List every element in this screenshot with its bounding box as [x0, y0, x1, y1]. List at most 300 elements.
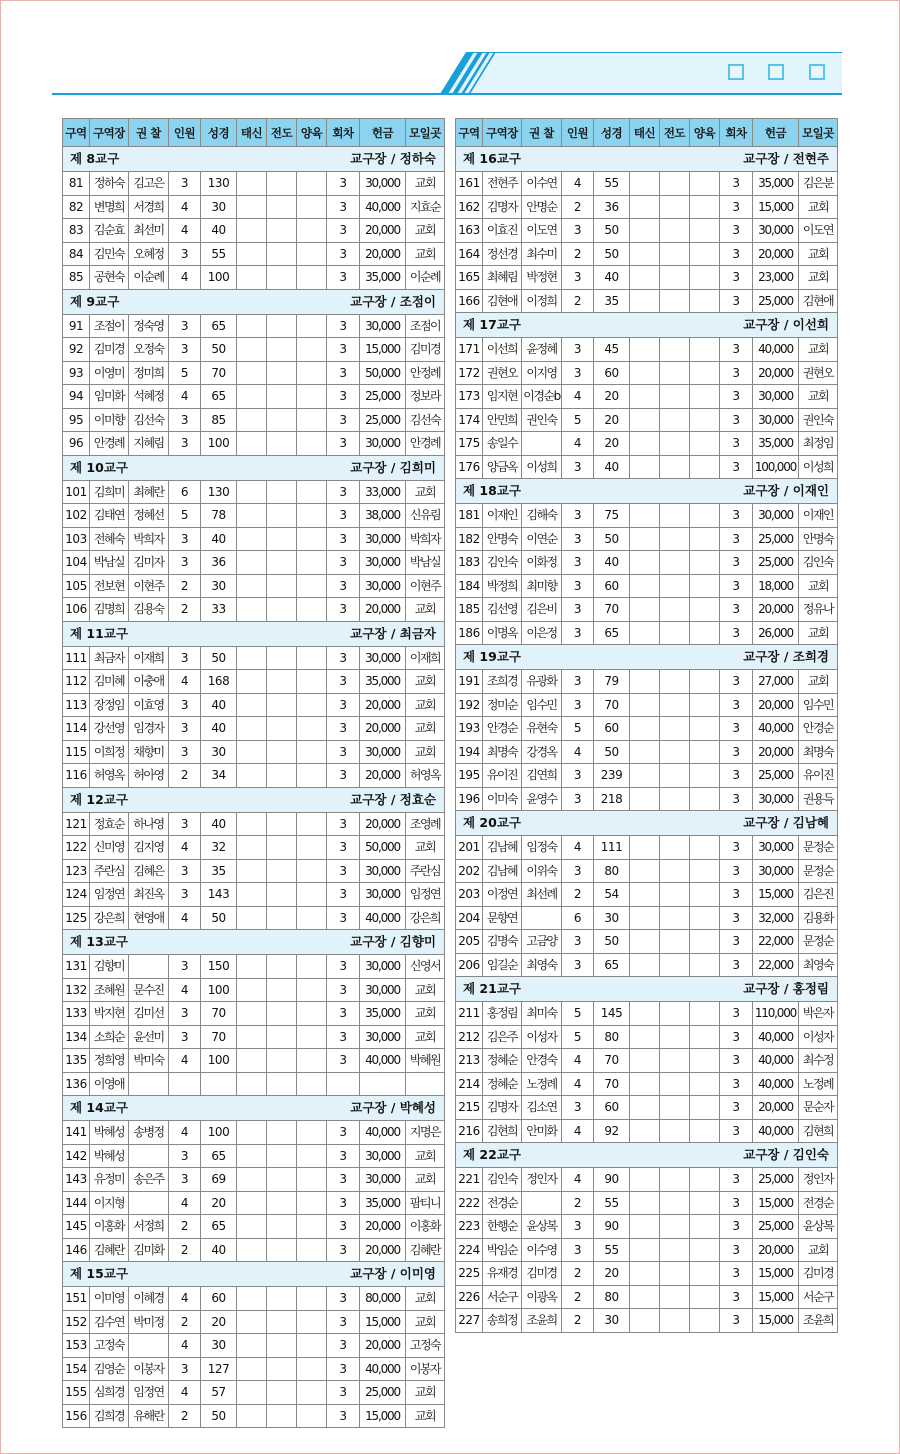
- evangelism: [660, 408, 690, 432]
- taesin: [630, 289, 660, 313]
- nurture: [297, 1238, 327, 1262]
- evangelism: [267, 670, 297, 694]
- session-count: 3: [720, 1049, 753, 1073]
- member-count: 4: [562, 1072, 594, 1096]
- evangelism: [660, 740, 690, 764]
- meeting-place: 강은희: [406, 906, 445, 930]
- kwonchal: 김미경: [522, 1262, 562, 1286]
- bible-reading: 60: [594, 717, 630, 741]
- table-row: [63, 646, 445, 670]
- kwonchal: [522, 432, 562, 456]
- bible-reading: 40: [201, 693, 237, 717]
- table-row: [63, 551, 445, 575]
- session-count: 3: [327, 955, 360, 979]
- taesin: [630, 906, 660, 930]
- meeting-place: 교회: [406, 693, 445, 717]
- nurture: [297, 836, 327, 860]
- group-header-row: [63, 621, 445, 646]
- taesin: [237, 859, 267, 883]
- zone-leader: 최혜림: [483, 266, 522, 290]
- zone-number: 227: [456, 1309, 483, 1333]
- zone-leader: 정하숙: [90, 172, 129, 196]
- taesin: [630, 385, 660, 409]
- zone-number: 203: [456, 883, 483, 907]
- member-count: 2: [169, 1404, 201, 1428]
- group-name: 제 12교구: [63, 787, 267, 812]
- member-count: 4: [169, 1334, 201, 1358]
- member-count: 4: [169, 906, 201, 930]
- bible-reading: 50: [201, 646, 237, 670]
- session-count: 3: [720, 1191, 753, 1215]
- group-name: 제 14교구: [63, 1096, 267, 1121]
- taesin: [237, 338, 267, 362]
- offering: 35,000: [360, 670, 406, 694]
- bible-reading: 78: [201, 504, 237, 528]
- zone-number: 215: [456, 1096, 483, 1120]
- table-row: [63, 314, 445, 338]
- header-member-count: 인원: [169, 119, 201, 147]
- bible-reading: 70: [594, 1072, 630, 1096]
- nurture: [690, 1168, 720, 1192]
- bible-reading: 65: [201, 1144, 237, 1168]
- taesin: [630, 1072, 660, 1096]
- taesin: [630, 1119, 660, 1143]
- offering: 22,000: [753, 953, 799, 977]
- bible-reading: 65: [594, 621, 630, 645]
- table-row: [63, 764, 445, 788]
- taesin: [630, 455, 660, 479]
- header-bible-reading: 성경: [594, 119, 630, 147]
- member-count: 3: [169, 1357, 201, 1381]
- meeting-place: 이현주: [406, 574, 445, 598]
- member-count: 2: [169, 1238, 201, 1262]
- offering: 110,000: [753, 1002, 799, 1026]
- bible-reading: [201, 1072, 237, 1096]
- header-taesin: 태신: [630, 119, 660, 147]
- member-count: 3: [562, 574, 594, 598]
- session-count: 3: [327, 1310, 360, 1334]
- meeting-place: 교회: [406, 1168, 445, 1192]
- nurture: [297, 906, 327, 930]
- zone-leader: 김현애: [483, 289, 522, 313]
- table-row: [456, 1238, 838, 1262]
- offering: 30,000: [753, 787, 799, 811]
- member-count: 3: [562, 670, 594, 694]
- session-count: 3: [327, 859, 360, 883]
- offering: 20,000: [753, 242, 799, 266]
- kwonchal: 이지영: [522, 361, 562, 385]
- evangelism: [267, 764, 297, 788]
- zone-number: 175: [456, 432, 483, 456]
- zone-number: 226: [456, 1285, 483, 1309]
- table-row: [456, 906, 838, 930]
- taesin: [630, 953, 660, 977]
- member-count: 4: [169, 266, 201, 290]
- zone-number: 91: [63, 314, 90, 338]
- nurture: [297, 242, 327, 266]
- taesin: [630, 574, 660, 598]
- meeting-place: 김은분: [799, 172, 838, 196]
- taesin: [630, 1238, 660, 1262]
- member-count: 6: [169, 480, 201, 504]
- offering: 26,000: [753, 621, 799, 645]
- session-count: 3: [327, 172, 360, 196]
- evangelism: [267, 219, 297, 243]
- member-count: 2: [169, 574, 201, 598]
- zone-number: 171: [456, 338, 483, 362]
- nurture: [690, 787, 720, 811]
- bible-reading: 40: [201, 717, 237, 741]
- meeting-place: 윤상복: [799, 1215, 838, 1239]
- meeting-place: 교회: [799, 195, 838, 219]
- zone-number: 185: [456, 598, 483, 622]
- bible-reading: 92: [594, 1119, 630, 1143]
- evangelism: [660, 195, 690, 219]
- zone-number: 222: [456, 1191, 483, 1215]
- nurture: [297, 1191, 327, 1215]
- bible-reading: 80: [594, 1025, 630, 1049]
- zone-leader: 김순효: [90, 219, 129, 243]
- member-count: 2: [169, 1310, 201, 1334]
- kwonchal: 윤영수: [522, 787, 562, 811]
- taesin: [630, 504, 660, 528]
- zone-leader: 박정희: [483, 574, 522, 598]
- session-count: 3: [327, 906, 360, 930]
- zone-number: 165: [456, 266, 483, 290]
- offering: 30,000: [360, 574, 406, 598]
- nurture: [690, 172, 720, 196]
- zone-number: 146: [63, 1238, 90, 1262]
- offering: 30,000: [360, 955, 406, 979]
- meeting-place: 교회: [406, 740, 445, 764]
- table-row: [63, 1215, 445, 1239]
- nurture: [297, 1215, 327, 1239]
- table-row: [456, 621, 838, 645]
- offering: 30,000: [753, 385, 799, 409]
- header-square-icon: [728, 64, 744, 80]
- meeting-place: 박희자: [406, 527, 445, 551]
- bible-reading: 130: [201, 172, 237, 196]
- offering: 20,000: [753, 1238, 799, 1262]
- zone-number: 164: [456, 242, 483, 266]
- taesin: [237, 480, 267, 504]
- nurture: [690, 883, 720, 907]
- offering: 40,000: [753, 1049, 799, 1073]
- offering: 18,000: [753, 574, 799, 598]
- kwonchal: 서정희: [129, 1215, 169, 1239]
- taesin: [237, 504, 267, 528]
- group-header-row: [456, 977, 838, 1002]
- group-leader: 교구장 / 김남혜: [660, 811, 838, 836]
- table-row: [63, 598, 445, 622]
- kwonchal: 김미자: [129, 551, 169, 575]
- kwonchal: 이화정: [522, 551, 562, 575]
- zone-leader: 전현주: [483, 172, 522, 196]
- member-count: 3: [169, 314, 201, 338]
- kwonchal: 정인자: [522, 1168, 562, 1192]
- member-count: 4: [169, 1121, 201, 1145]
- bible-reading: 111: [594, 836, 630, 860]
- member-count: 3: [169, 812, 201, 836]
- kwonchal: [129, 1144, 169, 1168]
- meeting-place: 교회: [406, 598, 445, 622]
- session-count: 3: [327, 527, 360, 551]
- zone-leader: 조혜원: [90, 978, 129, 1002]
- member-count: 4: [562, 740, 594, 764]
- table-row: [63, 1287, 445, 1311]
- zone-leader: 소희순: [90, 1025, 129, 1049]
- zone-leader: 조점이: [90, 314, 129, 338]
- offering: 40,000: [360, 1049, 406, 1073]
- kwonchal: [129, 1072, 169, 1096]
- taesin: [630, 1262, 660, 1286]
- evangelism: [267, 1334, 297, 1358]
- table-row: [456, 1096, 838, 1120]
- meeting-place: 이재희: [406, 646, 445, 670]
- bible-reading: 30: [594, 1309, 630, 1333]
- bible-reading: 60: [201, 1287, 237, 1311]
- member-count: 5: [169, 361, 201, 385]
- kwonchal: 김선숙: [129, 408, 169, 432]
- zone-number: 95: [63, 408, 90, 432]
- nurture: [690, 1049, 720, 1073]
- zone-number: 153: [63, 1334, 90, 1358]
- group-leader: 교구장 / 조점이: [267, 289, 445, 314]
- meeting-place: 김현희: [799, 1119, 838, 1143]
- taesin: [237, 1310, 267, 1334]
- zone-number: 163: [456, 219, 483, 243]
- group-name: 제 11교구: [63, 621, 267, 646]
- evangelism: [267, 1025, 297, 1049]
- nurture: [297, 955, 327, 979]
- meeting-place: 이홍화: [406, 1215, 445, 1239]
- zone-number: 211: [456, 1002, 483, 1026]
- taesin: [630, 361, 660, 385]
- session-count: 3: [327, 266, 360, 290]
- member-count: 5: [562, 408, 594, 432]
- header-zone-leader: 구역장: [90, 119, 129, 147]
- member-count: 3: [169, 1144, 201, 1168]
- zone-leader: 김명자: [483, 1096, 522, 1120]
- evangelism: [660, 455, 690, 479]
- evangelism: [660, 836, 690, 860]
- session-count: 3: [327, 314, 360, 338]
- meeting-place: 박남실: [406, 551, 445, 575]
- taesin: [237, 1121, 267, 1145]
- bible-reading: 40: [201, 527, 237, 551]
- table-row: [63, 1238, 445, 1262]
- zone-number: 81: [63, 172, 90, 196]
- group-header-row: [63, 1096, 445, 1121]
- kwonchal: 최영숙: [522, 953, 562, 977]
- taesin: [237, 883, 267, 907]
- zone-leader: 한행순: [483, 1215, 522, 1239]
- table-row: [63, 1404, 445, 1428]
- offering: 20,000: [753, 361, 799, 385]
- meeting-place: 안정례: [406, 361, 445, 385]
- taesin: [237, 385, 267, 409]
- kwonchal: 이재희: [129, 646, 169, 670]
- member-count: 2: [169, 764, 201, 788]
- evangelism: [660, 1049, 690, 1073]
- taesin: [237, 551, 267, 575]
- table-row: [456, 930, 838, 954]
- kwonchal: 김용숙: [129, 598, 169, 622]
- member-count: 4: [562, 432, 594, 456]
- member-count: 4: [169, 670, 201, 694]
- taesin: [630, 693, 660, 717]
- kwonchal: 이광옥: [522, 1285, 562, 1309]
- meeting-place: 신영서: [406, 955, 445, 979]
- zone-leader: 이홍화: [90, 1215, 129, 1239]
- zone-number: 225: [456, 1262, 483, 1286]
- kwonchal: [522, 1191, 562, 1215]
- zone-leader: 김남혜: [483, 836, 522, 860]
- nurture: [297, 883, 327, 907]
- zone-number: 135: [63, 1049, 90, 1073]
- evangelism: [660, 551, 690, 575]
- zone-number: 193: [456, 717, 483, 741]
- header-offering: 헌금: [360, 119, 406, 147]
- zone-leader: 박혜성: [90, 1121, 129, 1145]
- session-count: 3: [327, 1168, 360, 1192]
- kwonchal: 송병정: [129, 1121, 169, 1145]
- nurture: [297, 1381, 327, 1405]
- session-count: 3: [327, 598, 360, 622]
- evangelism: [660, 574, 690, 598]
- evangelism: [660, 621, 690, 645]
- member-count: 3: [169, 1168, 201, 1192]
- nurture: [297, 1025, 327, 1049]
- taesin: [630, 1025, 660, 1049]
- member-count: 3: [562, 219, 594, 243]
- evangelism: [267, 242, 297, 266]
- zone-leader: 이미향: [90, 408, 129, 432]
- bible-reading: 40: [594, 551, 630, 575]
- meeting-place: 교회: [406, 836, 445, 860]
- taesin: [237, 172, 267, 196]
- session-count: 3: [327, 1287, 360, 1311]
- header-meeting-place: 모일곳: [406, 119, 445, 147]
- offering: 30,000: [360, 883, 406, 907]
- header-taesin: 태신: [237, 119, 267, 147]
- kwonchal: 김은비: [522, 598, 562, 622]
- kwonchal: [129, 955, 169, 979]
- offering: 30,000: [360, 1025, 406, 1049]
- bible-reading: 239: [594, 764, 630, 788]
- meeting-place: 권현오: [799, 361, 838, 385]
- meeting-place: 문정순: [799, 859, 838, 883]
- meeting-place: [406, 1072, 445, 1096]
- offering: 25,000: [360, 408, 406, 432]
- taesin: [237, 574, 267, 598]
- evangelism: [267, 527, 297, 551]
- member-count: 4: [562, 836, 594, 860]
- group-header-row: [456, 811, 838, 836]
- taesin: [237, 955, 267, 979]
- meeting-place: 노정례: [799, 1072, 838, 1096]
- kwonchal: 김고은: [129, 172, 169, 196]
- zone-leader: 김명희: [90, 598, 129, 622]
- nurture: [297, 1310, 327, 1334]
- kwonchal: 이성희: [522, 455, 562, 479]
- meeting-place: 정유나: [799, 598, 838, 622]
- taesin: [237, 1049, 267, 1073]
- bible-reading: 70: [594, 693, 630, 717]
- session-count: 3: [720, 574, 753, 598]
- zone-number: 186: [456, 621, 483, 645]
- member-count: 4: [169, 195, 201, 219]
- kwonchal: 이효영: [129, 693, 169, 717]
- taesin: [237, 646, 267, 670]
- table-row: [456, 836, 838, 860]
- bible-reading: 40: [201, 1238, 237, 1262]
- zone-leader: 유재경: [483, 1262, 522, 1286]
- zone-leader: 송일수: [483, 432, 522, 456]
- meeting-place: 교회: [406, 1025, 445, 1049]
- meeting-place: 조영례: [406, 812, 445, 836]
- nurture: [690, 906, 720, 930]
- evangelism: [660, 361, 690, 385]
- zone-number: 132: [63, 978, 90, 1002]
- taesin: [630, 1285, 660, 1309]
- meeting-place: 서순구: [799, 1285, 838, 1309]
- offering: 35,000: [753, 432, 799, 456]
- zone-leader: 신미영: [90, 836, 129, 860]
- member-count: 3: [562, 930, 594, 954]
- bible-reading: 90: [594, 1215, 630, 1239]
- bible-reading: 20: [594, 432, 630, 456]
- zone-number: 131: [63, 955, 90, 979]
- bible-reading: 32: [201, 836, 237, 860]
- evangelism: [267, 1049, 297, 1073]
- session-count: 3: [327, 432, 360, 456]
- table-row: [456, 242, 838, 266]
- meeting-place: 교회: [406, 1310, 445, 1334]
- session-count: 3: [720, 527, 753, 551]
- meeting-place: 이성자: [799, 1025, 838, 1049]
- offering: 20,000: [360, 219, 406, 243]
- zone-leader: 최명숙: [483, 740, 522, 764]
- kwonchal: 송은주: [129, 1168, 169, 1192]
- zone-leader: 이미숙: [483, 787, 522, 811]
- evangelism: [267, 574, 297, 598]
- kwonchal: 정숙영: [129, 314, 169, 338]
- meeting-place: 안경순: [799, 717, 838, 741]
- kwonchal: 윤선미: [129, 1025, 169, 1049]
- member-count: 3: [562, 953, 594, 977]
- evangelism: [267, 646, 297, 670]
- member-count: 4: [169, 385, 201, 409]
- taesin: [630, 859, 660, 883]
- member-count: 4: [562, 1049, 594, 1073]
- taesin: [630, 172, 660, 196]
- member-count: 3: [169, 1002, 201, 1026]
- group-leader: 교구장 / 조희경: [660, 645, 838, 670]
- meeting-place: 최영숙: [799, 953, 838, 977]
- member-count: 3: [562, 598, 594, 622]
- nurture: [690, 551, 720, 575]
- evangelism: [267, 1144, 297, 1168]
- table-row: [63, 480, 445, 504]
- evangelism: [267, 1168, 297, 1192]
- meeting-place: 고정숙: [406, 1334, 445, 1358]
- header-evangelism: 전도: [660, 119, 690, 147]
- kwonchal: 최선례: [522, 883, 562, 907]
- bible-reading: 54: [594, 883, 630, 907]
- header-bible-reading: 성경: [201, 119, 237, 147]
- evangelism: [267, 1215, 297, 1239]
